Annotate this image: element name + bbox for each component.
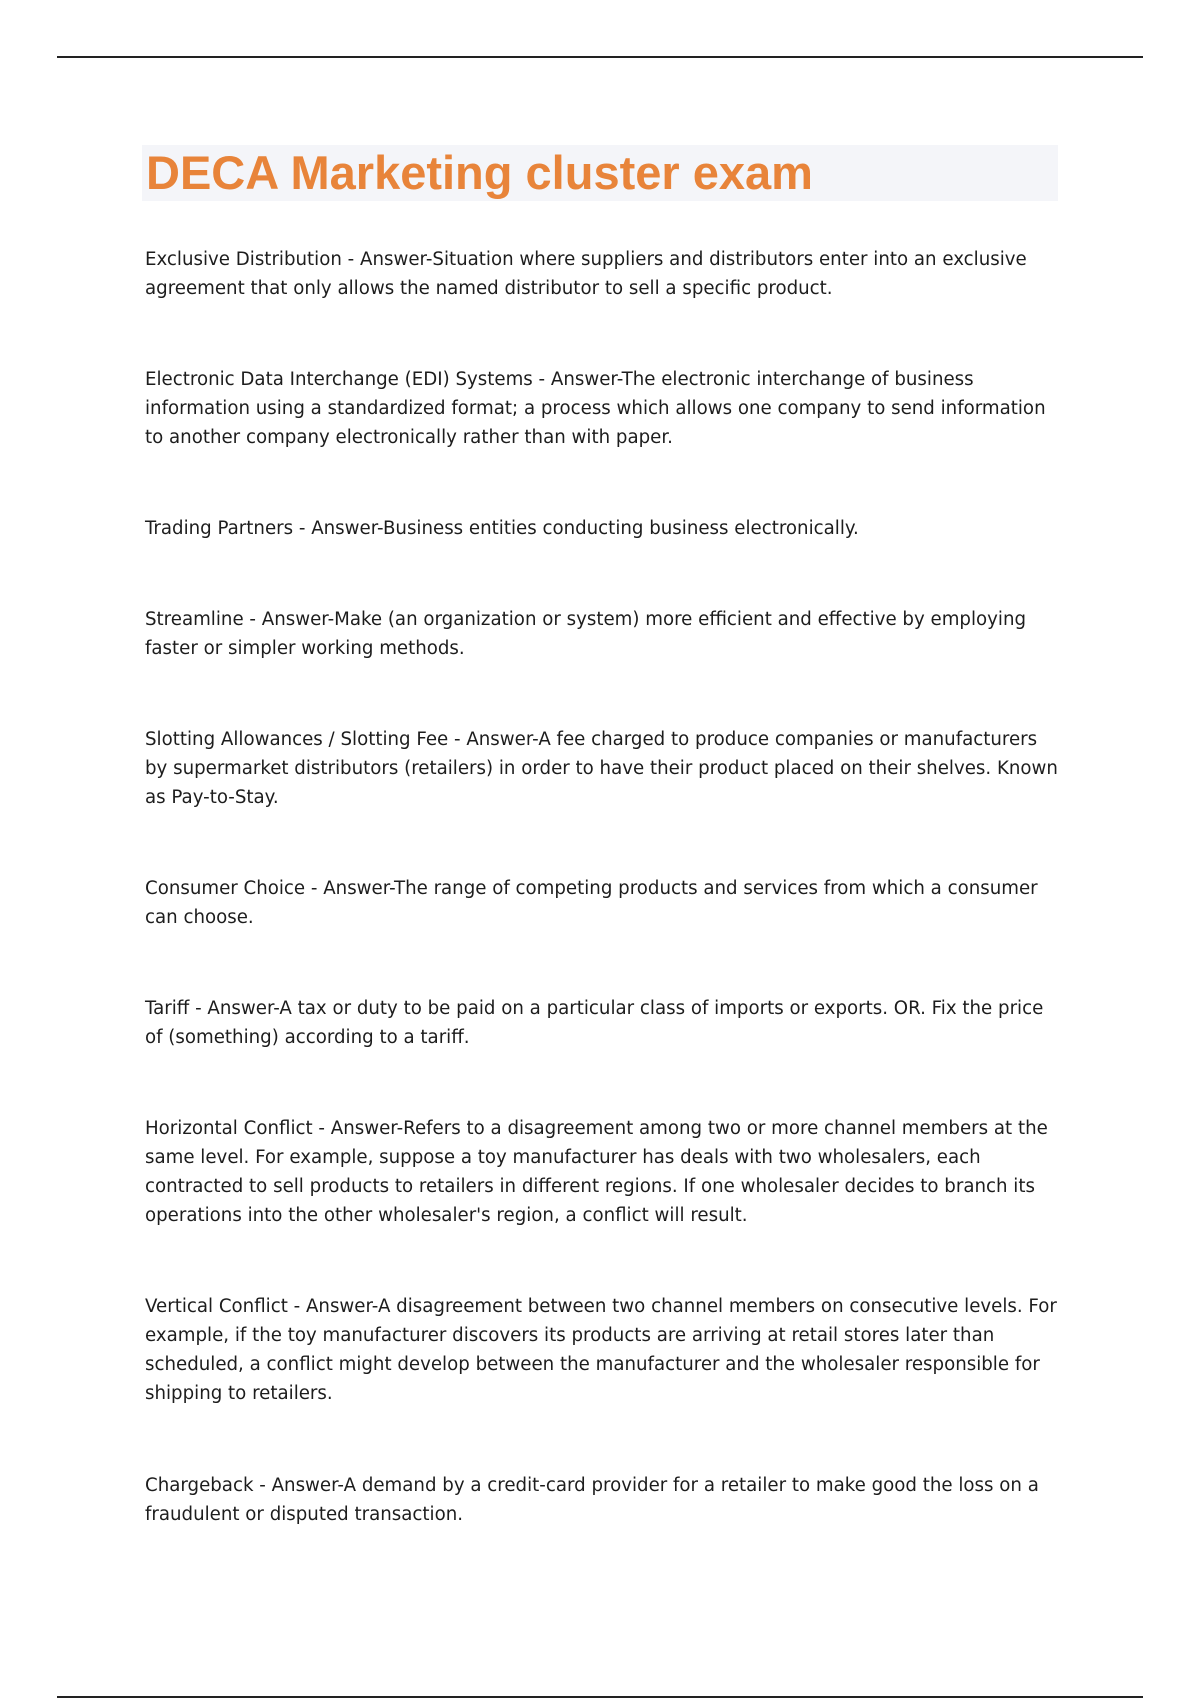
glossary-entry-slotting-allowances: Slotting Allowances / Slotting Fee - Answer-A fee charged to produce companies or manufacturers by supermarket distributors (retailers) in order to have their product placed on their shelves. Known as Pay-to-Stay. (145, 729, 1058, 808)
glossary-entry-horizontal-conflict: Horizontal Conflict - Answer-Refers to a disagreement among two or more channel members at the same level. For example, suppose a toy manufacturer has deals with two wholesalers, each contracted to sell products to retailers in different regions. If one wholesaler decides to branch its operations into the other wholesaler's region, a conflict will result. (145, 1118, 1048, 1226)
glossary-entry-edi-systems: Electronic Data Interchange (EDI) Systems - Answer-The electronic interchange of business information using a standardized format; a process which allows one company to send information to another company electronically rather than with paper. (145, 369, 1046, 448)
glossary-entry-tariff: Tariff - Answer-A tax or duty to be paid on a particular class of imports or exports. OR. Fix the price of (something) according to a tariff. (145, 998, 1044, 1048)
header-rule (57, 56, 1143, 58)
glossary-entry-exclusive-distribution: Exclusive Distribution - Answer-Situation where suppliers and distributors enter into an exclusive agreement that only allows the named distributor to sell a specific product. (145, 249, 1027, 299)
glossary-entry-trading-partners: Trading Partners - Answer-Business entities conducting business electronically. (145, 518, 859, 539)
glossary-entry-chargeback: Chargeback - Answer-A demand by a credit-card provider for a retailer to make good the loss on a fraudulent or disputed transaction. (145, 1475, 1039, 1525)
footer-rule (57, 1696, 1143, 1698)
glossary-entry-vertical-conflict: Vertical Conflict - Answer-A disagreement between two channel members on consecutive levels. For example, if the toy manufacturer discovers its products are arriving at retail stores later than scheduled, a conflict might develop between the manufacturer and the wholesaler responsible for shipping to retailers. (145, 1296, 1057, 1404)
glossary-entry-consumer-choice: Consumer Choice - Answer-The range of competing products and services from which a consumer can choose. (145, 878, 1038, 928)
glossary-entry-streamline: Streamline - Answer-Make (an organization or system) more efficient and effective by employing faster or simpler working methods. (145, 609, 1027, 659)
document-title: DECA Marketing cluster exam (146, 146, 813, 199)
